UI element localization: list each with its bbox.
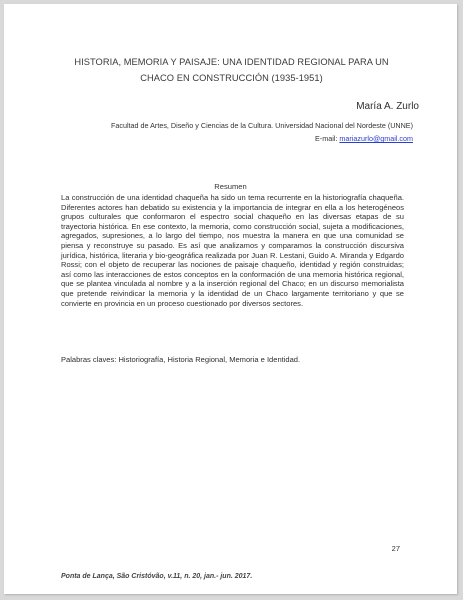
article-title-line-1: HISTORIA, MEMORIA Y PAISAJE: UNA IDENTIDAD REGIONAL PARA UN	[74, 57, 389, 67]
abstract-text: La construcción de una identidad chaqueña ha sido un tema recurrente en la historiografía chaqueña. Diferentes actores han debatido su existencia y la importancia de integrar en ella a los heterogéneos grupos culturales que conformaron el espectro social chaqueño en las diversas etapas de su trayectoria histórica. En ese contexto, la memoria, como construcción social, sujeta a modificaciones, agregados, supresiones, a lo largo del tiempo, nos muestra la manera en que una comunidad se piensa y reconstruye su pasado. Es así que analizamos y comparamos la construcción discursiva jurídica, histórica, literaria y bio-geográfica realizada por Juan R. Lestani, Guido A. Miranda y Edgardo Rossi; con el objeto de recuperar las nociones de paisaje chaqueño, identidad y región construidas; así como las interacciones de estos conceptos en la conformación de una memoria histórica regional, que se plantea vinculada al nombre y a la inserción regional del Chaco; en un discurso memorialista que pretende reivindicar la memoria y la identidad de un Chaco largamente territoriano y que se convierte en provincia en un proceso cuestionado por diversos sectores.	[61, 193, 404, 308]
email-label: E-mail:	[315, 134, 338, 143]
article-title-line-2: CHACO EN CONSTRUCCIÓN (1935-1951)	[140, 72, 323, 83]
email-link[interactable]: mariazurlo@gmail.com	[339, 134, 413, 143]
keywords: Palabras claves: Historiografía, Historia Regional, Memoria e Identidad.	[61, 355, 301, 364]
journal-footer: Ponta de Lança, São Cristóvão, v.11, n. 20, jan.- jun. 2017.	[61, 573, 253, 580]
author-affiliation: Facultad de Artes, Diseño y Ciencias de la Cultura. Universidad Nacional del Nordeste (UNNE)	[110, 121, 413, 130]
author-name: María A. Zurlo	[356, 101, 419, 112]
author-email	[315, 134, 413, 143]
abstract-heading: Resumen	[214, 182, 247, 191]
document-page	[4, 4, 457, 594]
article-title	[34, 55, 429, 86]
page-number: 27	[391, 544, 400, 553]
